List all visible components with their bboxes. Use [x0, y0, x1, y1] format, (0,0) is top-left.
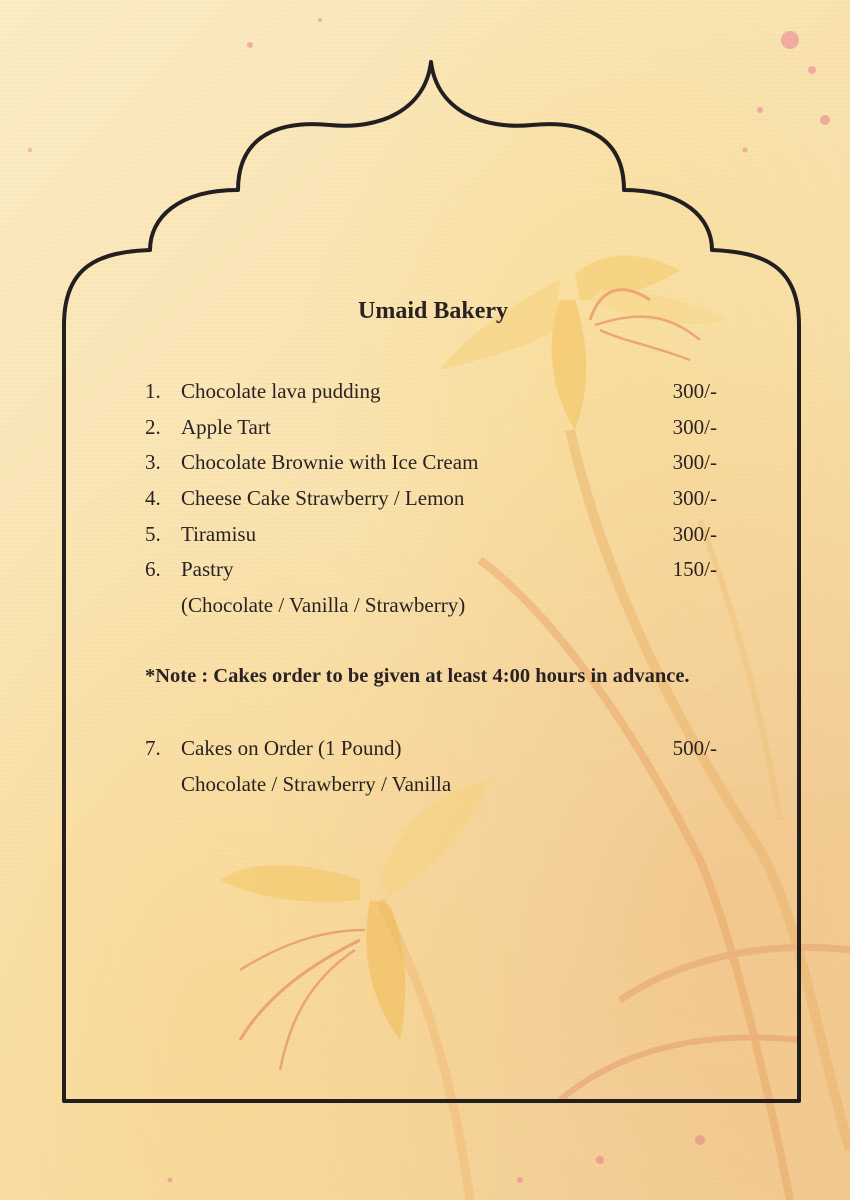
item-number: 3. — [145, 450, 161, 475]
order-note: *Note : Cakes order to be given at least 4:00 hours in advance. — [145, 665, 690, 687]
menu-list — [145, 374, 717, 624]
item-number: 5. — [145, 521, 161, 546]
menu-title: Umaid Bakery — [358, 298, 508, 324]
item-name: Chocolate Brownie with Ice Cream — [181, 450, 479, 475]
item-number: 1. — [145, 379, 161, 403]
item-detail: Chocolate / Strawberry / Vanilla — [181, 771, 452, 796]
item-price: 300/- — [672, 414, 717, 439]
item-price: 500/- — [672, 736, 717, 760]
list-item — [145, 374, 717, 410]
list-item — [145, 731, 717, 767]
list-item — [145, 517, 717, 553]
item-name: Cheese Cake Strawberry / Lemon — [181, 486, 465, 511]
item-price: 300/- — [672, 521, 717, 546]
item-name: Tiramisu — [181, 521, 257, 546]
list-item — [145, 445, 717, 481]
list-item — [145, 552, 717, 588]
item-price: 300/- — [672, 379, 717, 403]
item-price: 300/- — [672, 486, 717, 511]
item-detail: (Chocolate / Vanilla / Strawberry) — [181, 593, 466, 618]
item-price: 150/- — [672, 557, 717, 582]
item-number: 6. — [145, 557, 161, 582]
item-name: Cakes on Order (1 Pound) — [181, 736, 402, 760]
item-name: Chocolate lava pudding — [181, 379, 381, 403]
item-number: 2. — [145, 414, 161, 439]
item-name: Apple Tart — [181, 414, 271, 439]
item-number: 4. — [145, 486, 161, 511]
list-item — [145, 410, 717, 446]
list-item — [145, 481, 717, 517]
item-number: 7. — [145, 736, 161, 760]
item-name: Pastry — [181, 557, 234, 582]
order-list — [145, 731, 717, 802]
item-price: 300/- — [672, 450, 717, 475]
